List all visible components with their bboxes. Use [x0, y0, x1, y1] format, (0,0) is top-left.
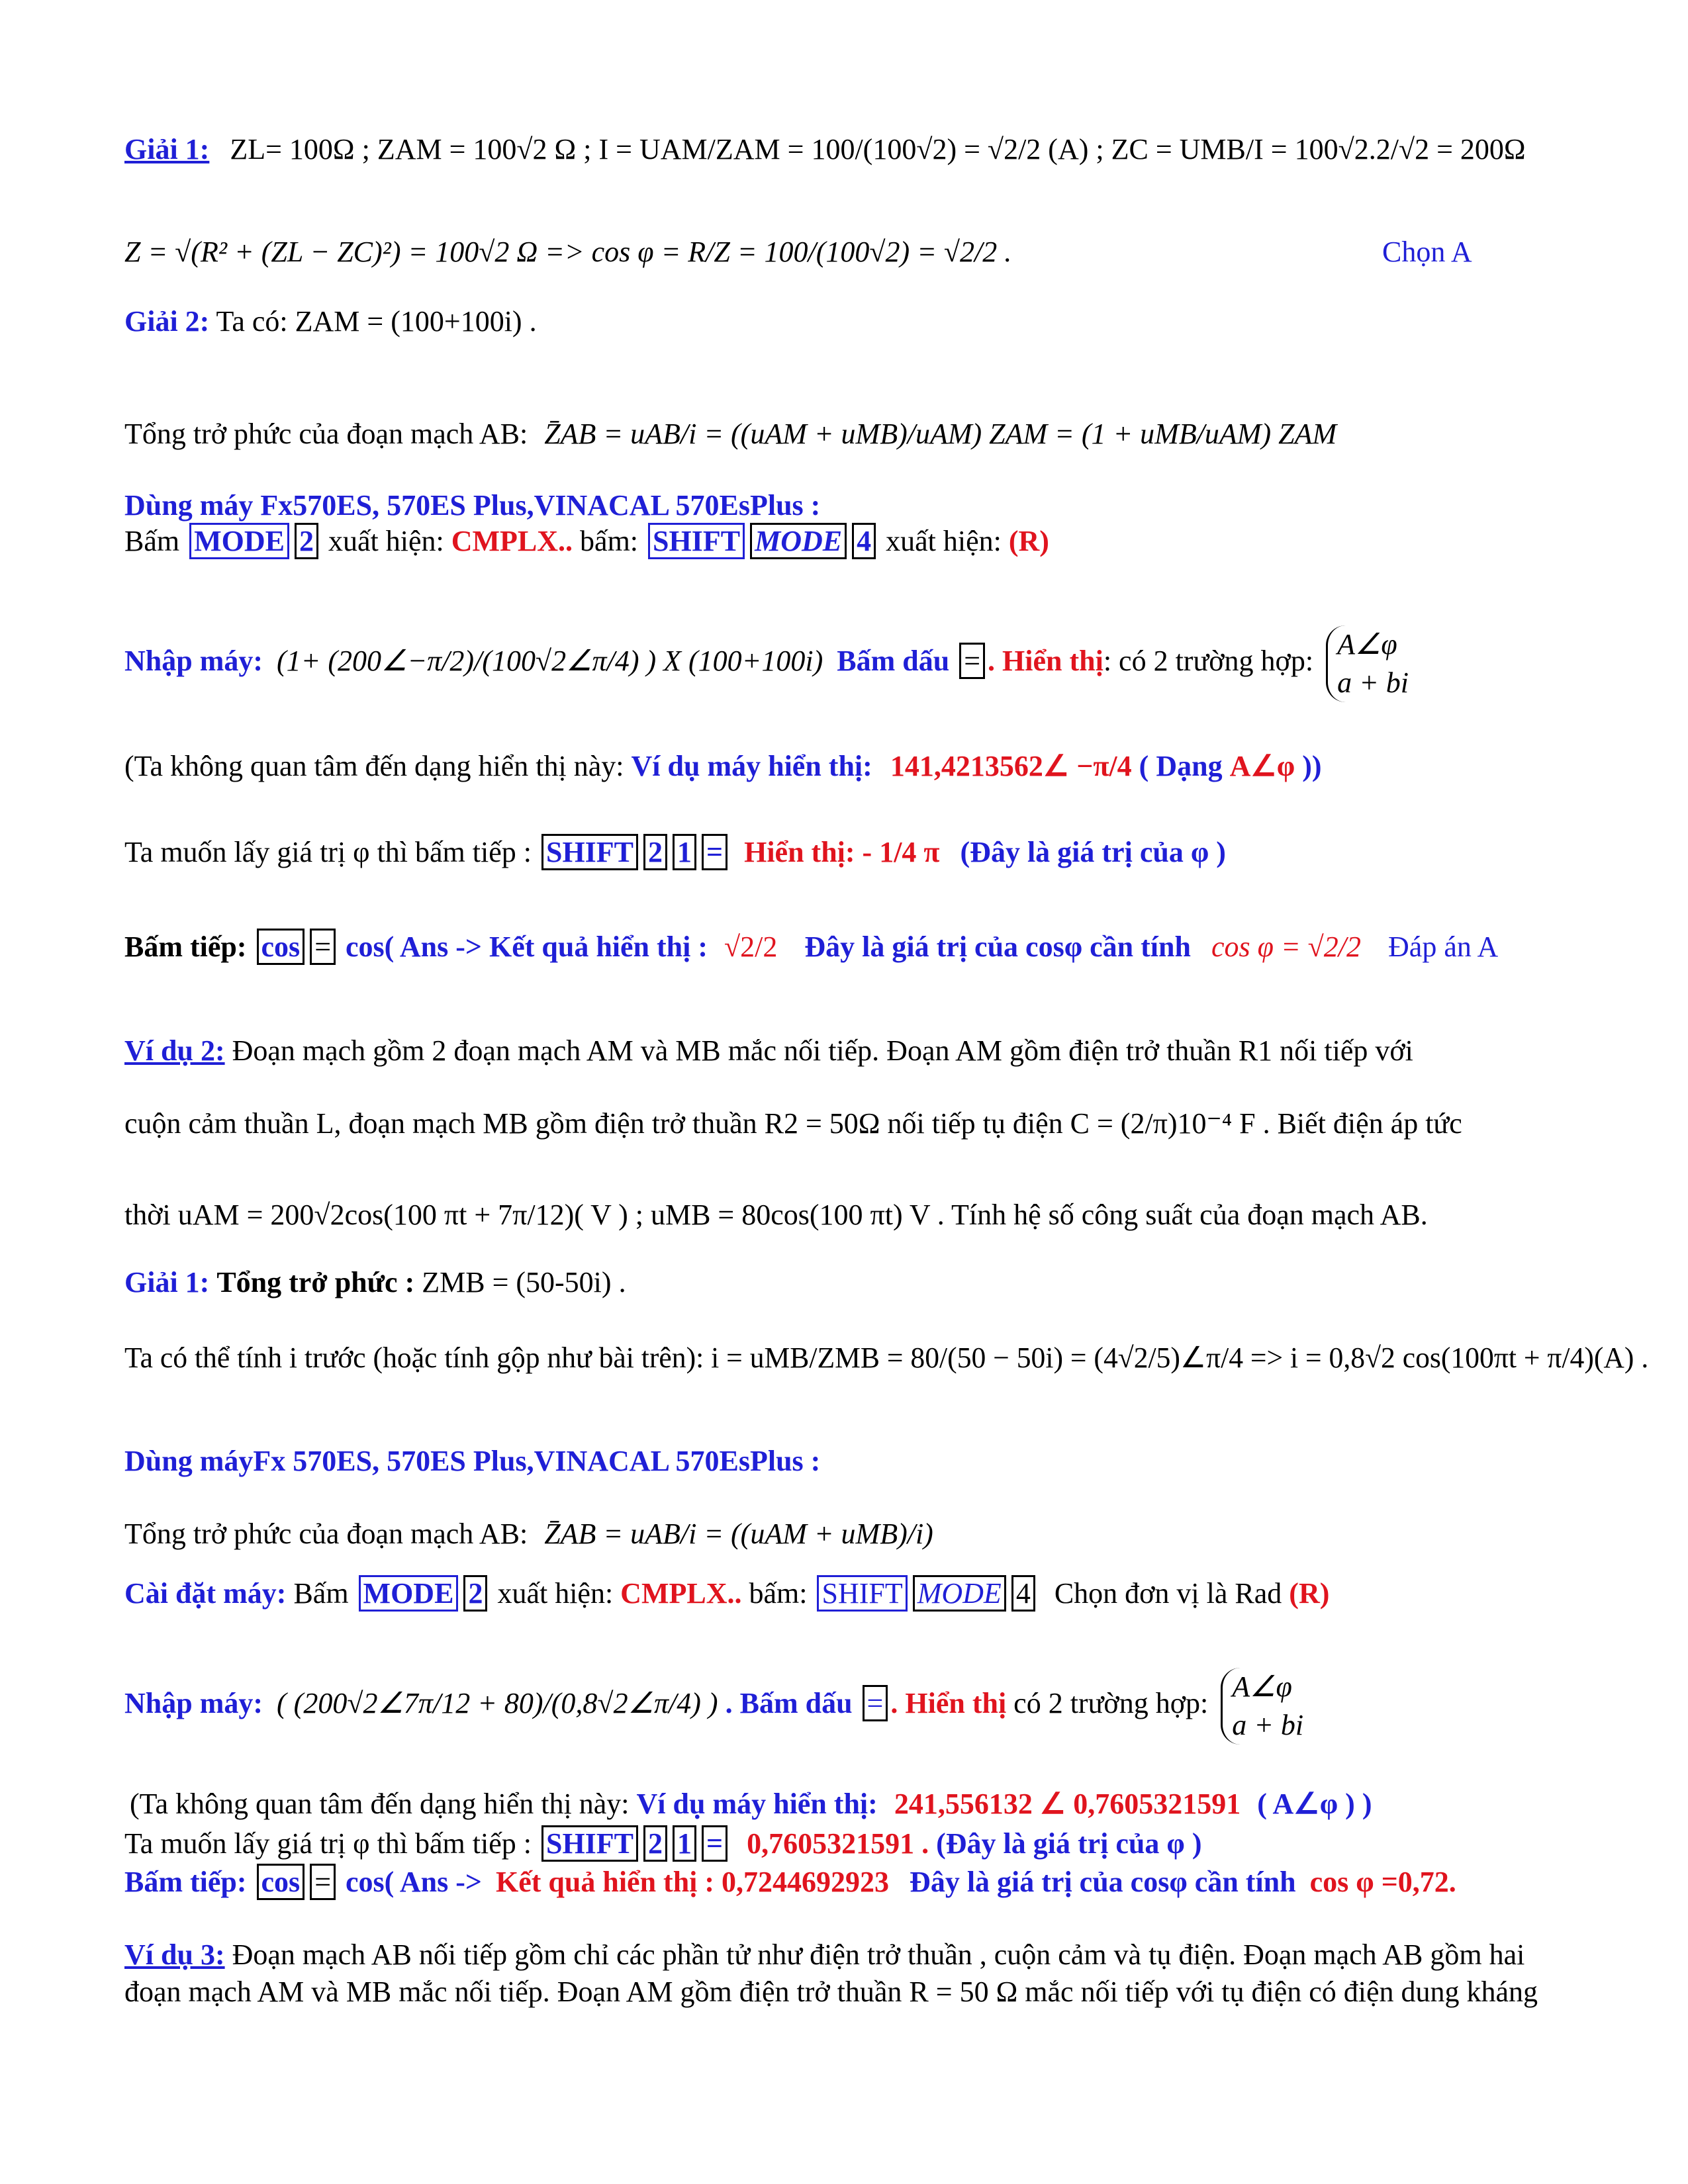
display-cases-brace-2: [1221, 1668, 1303, 1745]
phi-line-1: [124, 835, 1226, 870]
appears-label-2: xuất hiện:: [886, 525, 1002, 557]
solution-2-heading: Giải 2:: [124, 305, 210, 338]
case-polar-2: A∠φ: [1232, 1670, 1292, 1703]
formula-zl-zam-i-zc: ZL= 100Ω ; ZAM = 100√2 Ω ; I = UAM/ZAM = 100/(100√2) = √2/2 (A) ; ZC = UMB/I = 100√2.2/√2 = 200Ω: [230, 133, 1526, 165]
key-2: 2: [295, 523, 318, 559]
cos-note: Đây là giá trị của cosφ cần tính: [804, 931, 1191, 963]
rad-indicator-2: (R): [1289, 1577, 1330, 1610]
choose-a-label: Chọn A: [1382, 236, 1472, 268]
phi-note-2: (Đây là giá trị của φ ): [936, 1827, 1202, 1860]
complex-impedance-bold: Tổng trở phức :: [216, 1266, 415, 1298]
formula-z-text: Z = √(R² + (ZL − ZC)²) = 100√2 Ω => cos φ = R/Z = 100/(100√2) = √2/2 .: [124, 236, 1012, 268]
cos-line-1: [124, 930, 1498, 964]
example-2-line: [124, 1034, 1413, 1068]
rad-indicator: (R): [1008, 525, 1049, 557]
key-2-c: 2: [463, 1575, 487, 1612]
key-equals-f: =: [310, 1864, 336, 1900]
appears-label-3: xuất hiện:: [497, 1577, 614, 1610]
cmplx-label: CMPLX..: [451, 525, 573, 557]
key-2-b: 2: [643, 834, 667, 870]
phi-note: (Đây là giá trị của φ ): [960, 836, 1226, 868]
setup-label: Cài đặt máy:: [124, 1577, 287, 1610]
key-shift-d: SHIFT: [541, 1825, 638, 1862]
phi-line-2: [124, 1827, 1202, 1861]
example-3-text-2: đoạn mạch AM và MB mắc nối tiếp. Đoạn AM gồm điện trở thuần R = 50 Ω mắc nối tiếp với tụ điện có điện dung kháng: [124, 1976, 1538, 2008]
current-calc-line: Ta có thể tính i trước (hoặc tính gộp như bài trên): i = uMB/ZMB = 80/(50 − 50i) = (4√2/5)∠π/4 => i = 0,8√2 cos(100πt + π/4)(A) .: [124, 1342, 1649, 1374]
calculator-heading-1: Dùng máy Fx570ES, 570ES Plus,VINACAL 570EsPlus :: [124, 489, 821, 522]
two-cases-label-2: có 2 trường hợp:: [1013, 1687, 1209, 1720]
example-2-text-1: Đoạn mạch gồm 2 đoạn mạch AM và MB mắc nối tiếp. Đoạn AM gồm điện trở thuần R1 nối tiếp với: [232, 1034, 1413, 1067]
case-polar: A∠φ: [1337, 628, 1397, 660]
example-3-line: [124, 1938, 1524, 1972]
press-label: Bấm: [124, 525, 180, 557]
display-label: . Hiển thị: [988, 645, 1103, 678]
press-label-3: Bấm: [293, 1577, 349, 1610]
cos-ans-text: cos( Ans -> Kết quả hiển thị :: [346, 931, 708, 963]
answer-a: Đáp án A: [1388, 931, 1499, 963]
form-close: )): [1302, 750, 1322, 782]
press-sign-label: Bấm dấu: [837, 645, 950, 678]
display-cases-brace: [1326, 625, 1409, 702]
key-cos: cos: [257, 929, 305, 965]
input-line-2: [124, 1668, 1303, 1745]
key-mode-3: MODE: [359, 1575, 459, 1612]
cos-formula: cos φ = √2/2: [1211, 931, 1362, 963]
example-3-text-1: Đoạn mạch AB nối tiếp gồm chỉ các phần tử như điện trở thuần , cuộn cảm và tụ điện. Đoạn mạch AB gồm hai: [232, 1938, 1525, 1971]
case-rect: a + bi: [1337, 666, 1409, 699]
display-label-2: . Hiển thị: [890, 1687, 1007, 1720]
calculator-heading-2: Dùng máyFx 570ES, 570ES Plus,VINACAL 570EsPlus :: [124, 1445, 821, 1477]
solution-ex2-line: [124, 1265, 626, 1300]
rad-unit-label: Chọn đơn vị là Rad: [1054, 1577, 1282, 1610]
example-3-heading: Ví dụ 3:: [124, 1938, 225, 1971]
note-text: (Ta không quan tâm đến dạng hiển thị này:: [124, 750, 624, 782]
complex-impedance-formula-2: Z̄AB = uAB/i = ((uAM + uMB)/i): [544, 1518, 933, 1550]
next-press-label-2: Bấm tiếp:: [124, 1866, 247, 1898]
key-equals-d: =: [863, 1685, 888, 1721]
solution-1-heading: Giải 1:: [124, 133, 210, 165]
phi-instruction: Ta muốn lấy giá trị φ thì bấm tiếp :: [124, 836, 532, 868]
form-value: A∠φ: [1229, 750, 1295, 782]
formula-z-cosphi: [124, 235, 1011, 269]
input-expression-2: ( (200√2∠7π/12 + 80)/(0,8√2∠π/4) ): [277, 1687, 718, 1720]
phi-display: Hiển thị: - 1/4 π: [744, 836, 940, 868]
key-mode: MODE: [189, 523, 289, 559]
solution-ex2-heading: Giải 1:: [124, 1266, 210, 1298]
next-press-label: Bấm tiếp:: [124, 931, 247, 963]
cos-ans-text-2: cos( Ans ->: [346, 1866, 482, 1898]
key-mode-4: MODE: [913, 1575, 1006, 1612]
key-shift: SHIFT: [648, 523, 745, 559]
complex-impedance-line: [124, 417, 1336, 451]
form-label-2: ( A∠φ ) ): [1257, 1788, 1372, 1820]
complex-impedance-line-2: [124, 1517, 933, 1551]
key-equals-b: =: [702, 834, 727, 870]
zam-complex-text: Ta có: ZAM = (100+100i) .: [216, 305, 537, 338]
key-equals-e: =: [702, 1825, 727, 1862]
phi-value-2: 0,7605321591 .: [747, 1827, 929, 1860]
press-label-4: bấm:: [749, 1577, 808, 1610]
press-label-2: bấm:: [580, 525, 639, 557]
note-line-1: [124, 749, 1322, 784]
key-1-b: 1: [673, 834, 696, 870]
key-equals-c: =: [310, 929, 336, 965]
key-2-d: 2: [643, 1825, 667, 1862]
two-cases-label: : có 2 trường hợp:: [1103, 645, 1314, 678]
example-display-label: Ví dụ máy hiển thị:: [631, 750, 872, 782]
solution-1-line: [124, 132, 1526, 167]
complex-impedance-formula: Z̄AB = uAB/i = ((uAM + uMB)/uAM) ZAM = (1 + uMB/uAM) ZAM: [544, 418, 1337, 450]
key-1-d: 1: [673, 1825, 696, 1862]
example-2-heading: Ví dụ 2:: [124, 1034, 225, 1067]
input-expression-1: (1+ (200∠−π/2)/(100√2∠π/4) ) X (100+100i): [277, 645, 823, 678]
cos-result: √2/2: [724, 931, 778, 963]
cos-final: cos φ =0,72.: [1309, 1866, 1456, 1898]
cos-result-2: Kết quả hiển thị : 0,7244692923: [496, 1866, 890, 1898]
mode-setup-line-1: [124, 524, 1049, 559]
example-display-value-2: 241,556132 ∠ 0,7605321591: [894, 1788, 1241, 1820]
zmb-text: ZMB = (50-50i) .: [422, 1266, 626, 1298]
mode-setup-line-2: [124, 1576, 1329, 1611]
complex-impedance-label: Tổng trở phức của đoạn mạch AB:: [124, 418, 528, 450]
note-line-2: [130, 1787, 1372, 1821]
example-display-label-2: Ví dụ máy hiển thị:: [636, 1788, 878, 1820]
cos-note-2: Đây là giá trị của cosφ cần tính: [910, 1866, 1296, 1898]
complex-impedance-label-2: Tổng trở phức của đoạn mạch AB:: [124, 1518, 528, 1550]
input-line-1: [124, 625, 1409, 702]
form-label: ( Dạng: [1139, 750, 1223, 782]
key-4-c: 4: [1011, 1575, 1035, 1612]
cos-line-2: [124, 1865, 1456, 1899]
key-cos-2: cos: [257, 1864, 305, 1900]
note-text-2: (Ta không quan tâm đến dạng hiển thị này:: [130, 1788, 630, 1820]
key-mode-2: MODE: [750, 523, 847, 559]
solution-2-line: [124, 304, 537, 339]
cmplx-label-2: CMPLX..: [620, 1577, 742, 1610]
example-2-text-3: thời uAM = 200√2cos(100 πt + 7π/12)( V ) ; uMB = 80cos(100 πt) V . Tính hệ số công suất của đoạn mạch AB.: [124, 1199, 1428, 1231]
case-rect-2: a + bi: [1232, 1709, 1304, 1741]
press-sign-label-2: . Bấm dấu: [725, 1687, 853, 1720]
example-display-value: 141,4213562∠ −π/4: [890, 750, 1132, 782]
key-shift-b: SHIFT: [541, 834, 638, 870]
phi-instruction-2: Ta muốn lấy giá trị φ thì bấm tiếp :: [124, 1827, 532, 1860]
key-shift-c: SHIFT: [817, 1575, 907, 1612]
input-label-2: Nhập máy:: [124, 1687, 263, 1720]
example-2-text-2: cuộn cảm thuần L, đoạn mạch MB gồm điện trở thuần R2 = 50Ω nối tiếp tụ điện C = (2/π)10⁻⁴ F . Biết điện áp tức: [124, 1107, 1462, 1140]
input-label: Nhập máy:: [124, 645, 263, 678]
key-equals: =: [959, 643, 985, 679]
key-4: 4: [852, 523, 876, 559]
appears-label: xuất hiện:: [328, 525, 444, 557]
